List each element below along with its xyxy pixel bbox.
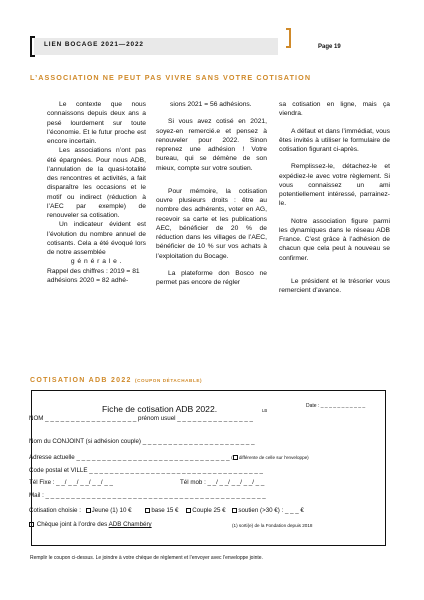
- cheque-line: [29, 521, 152, 528]
- paragraph-spaced-word: g é n é r a l e .: [70, 258, 123, 266]
- cheque-text: Chèque joint à l’ordre des: [36, 521, 108, 528]
- address-field[interactable]: Adresse actuelle _ _ _ _ _ _ _ _ _ _ _ _ _ _ _ _ _ _ _ _ _ _ _ _ _ _ _ _ _ _ ( différente de celle sur l’enveloppe): [29, 454, 309, 461]
- checkbox-cheque[interactable]: [29, 522, 34, 527]
- paragraph: adhésions 2020 = 82 adhé-: [47, 276, 129, 284]
- paragraph: Les associations n’ont pas été épargnées. Pour nous ADB, l’annulation de la quasi-totalité des rencontres et activités, a fait disparaître les occasions et le motif ou indirect (réduction à l’AEC par exemple) de renouveler sa cotisation.: [47, 147, 146, 219]
- option-base: base 15 €: [151, 507, 179, 514]
- option-young: Jeune (1) 10 €: [91, 507, 132, 514]
- postcode-city-field[interactable]: Code postal et VILLE _ _ _ _ _ _ _ _ _ _ _ _ _ _ _ _ _ _ _ _ _ _ _ _ _ _ _ _ _ _ _ _ _ _: [29, 467, 263, 474]
- name-field[interactable]: NOM _ _ _ _ _ _ _ _ _ _ _ _ _ _ _ _ _ _ prénom usuel _ _ _ _ _ _ _ _ _ _ _ _ _ _ _: [29, 415, 253, 422]
- email-field[interactable]: Mail : _ _ _ _ _ _ _ _ _ _ _ _ _ _ _ _ _ _ _ _ _ _ _ _ _ _ _ _ _ _ _ _ _ _ _ _ _ _ _ _ _ _ _: [29, 492, 266, 499]
- checkbox-young[interactable]: [86, 508, 91, 513]
- running-title: LIEN BOCAGE 2021—2022: [44, 41, 144, 48]
- form-lb-mark: LB: [262, 408, 268, 413]
- form-title: Fiche de cotisation ADB 2022.: [102, 404, 218, 414]
- article-title: L’ASSOCIATION NE PEUT PAS VIVRE SANS VOTRE COTISATION: [30, 73, 312, 82]
- coupon-title: [30, 377, 202, 384]
- checkbox[interactable]: [233, 455, 238, 460]
- article-column-2: [156, 100, 267, 287]
- page-number: Page 19: [318, 44, 341, 50]
- paragraph: A défaut et dans l’immédiat, vous êtes invités à utiliser le formulaire de cotisation figurant ci-après.: [279, 127, 390, 153]
- address-label: Adresse actuelle _ _ _ _ _ _ _ _ _ _ _ _ _ _ _ _ _ _ _ _ _ _ _ _ _ _ _ _ _ _: [29, 454, 230, 461]
- right-bracket-decoration: [286, 28, 291, 48]
- membership-label: Cotisation choisie :: [29, 507, 81, 514]
- option-support: soutien (>30 €) : _ _ _ €: [238, 507, 304, 514]
- coupon-subtitle: (COUPON DÉTACHABLE): [134, 378, 203, 383]
- footnote: (1) sorti(e) de la Fondation depuis 2018: [232, 523, 313, 528]
- left-bracket-decoration: [30, 36, 35, 57]
- checkbox-base[interactable]: [145, 508, 150, 513]
- cheque-payee: ADB Chambéry: [108, 521, 152, 528]
- mobile-field[interactable]: Tél mob : _ _/ _ _/ _ _/ _ _/ _ _: [180, 479, 265, 486]
- article-column-3: [279, 100, 390, 295]
- paragraph: Pour mémoire, la cotisation ouvre plusieurs droits : être au nombre des adhérents, voter en AG, recevoir sa carte et les publications AEC, bénéficier de 20 % de réduction dans les villages de l’AEC, bénéficier de 10 % sur vos achats à l’exploitation du Bocage.: [156, 187, 267, 260]
- checkbox-support[interactable]: [232, 508, 237, 513]
- paragraph: Le président et le trésorier vous remercient d’avance.: [279, 277, 390, 294]
- paragraph: sa cotisation en ligne, mais ça viendra.: [279, 101, 390, 118]
- spouse-name-field[interactable]: Nom du CONJOINT (si adhésion couple) _ _ _ _ _ _ _ _ _ _ _ _ _ _ _ _ _ _ _ _ _ _: [29, 438, 255, 445]
- landline-field[interactable]: Tél Fixe : _ _/ _ _/ _ _/ _ _/ _ _: [29, 479, 113, 486]
- coupon-title-text: COTISATION ADB 2022: [30, 377, 132, 384]
- paragraph: Le contexte que nous connaissons depuis deux ans a pesé lourdement sur toute l’économie. Et le futur proche est encore incertain.: [47, 101, 146, 145]
- option-couple: Couple 25 €: [192, 507, 226, 514]
- paragraph: Notre association figure parmi les dynamiques dans le réseau ADB France. C’est grâce à l’adhésion de chacun que cela peut à nouveau se confirmer.: [279, 217, 390, 262]
- paragraph: La plateforme don Bosco ne permet pas encore de régler: [156, 269, 267, 286]
- article-column-1: [47, 100, 146, 285]
- paragraph: Si vous avez cotisé en 2021, soyez-en remercié.e et pensez à renouveler pour 2022. Sinon reprenez une adhésion ! Votre bureau, qui se démène de son mieux, compte sur votre soutien.: [156, 118, 267, 172]
- bottom-instruction: Remplir le coupon ci-dessus. Le joindre à votre chèque de règlement et l’envoyer avec l’enveloppe jointe.: [30, 555, 263, 561]
- paragraph: Un indicateur évident est l’évolution du nombre annuel de cotisants. Cela a été évoqué lors de notre assemblée: [47, 221, 146, 256]
- membership-choice: [29, 507, 304, 514]
- paragraph: sions 2021 = 56 adhésions.: [170, 101, 252, 108]
- paragraph: Remplissez-le, détachez-le et expédiez-le avec votre règlement. Si vous connaissez un ami potentiellement intéressé, parrainez-le.: [279, 163, 390, 208]
- paragraph: Rappel des chiffres : 2019 = 81: [47, 267, 140, 275]
- checkbox-couple[interactable]: [186, 508, 191, 513]
- address-note: différente de celle sur l’enveloppe): [238, 455, 309, 460]
- date-field[interactable]: Date : _ _ _ _ _ _ _ _ _ _ _: [306, 403, 366, 409]
